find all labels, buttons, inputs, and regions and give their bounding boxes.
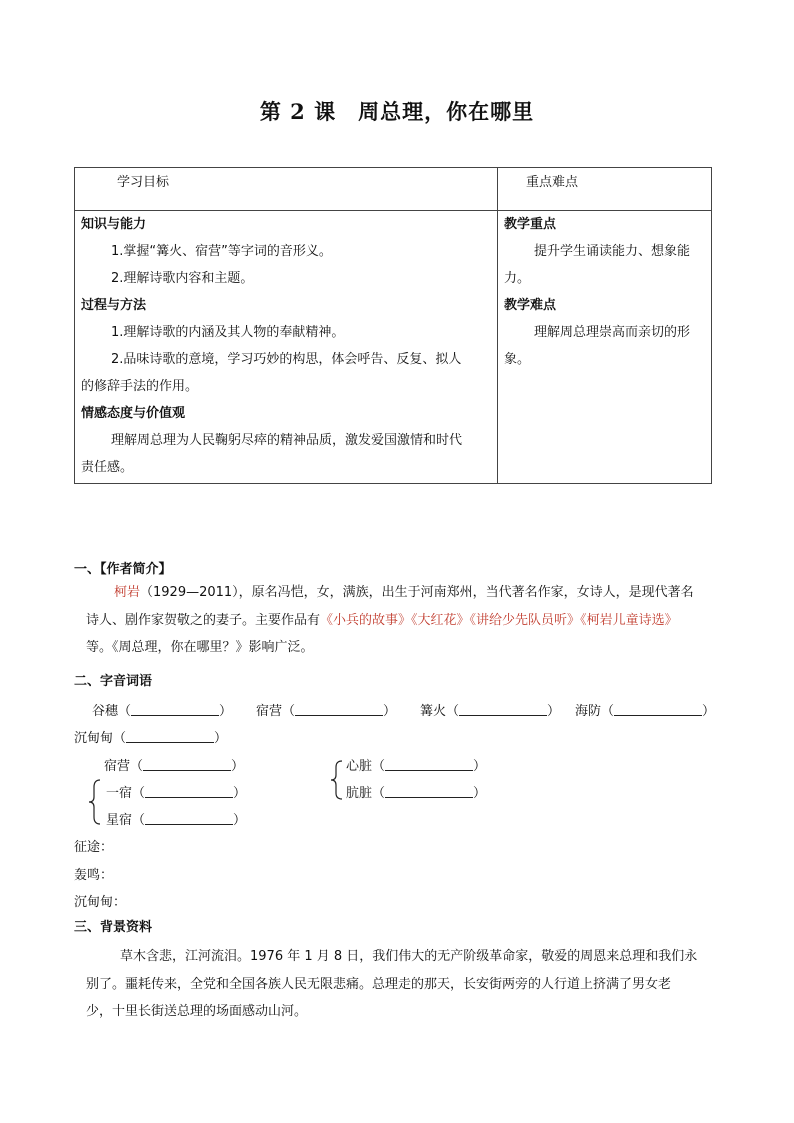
knowledge-item: 2.理解诗歌内容和主题。 <box>111 271 254 286</box>
difficulty-item: 理解周总理崇高而亲切的形 <box>534 325 691 340</box>
key-points-cell <box>498 211 712 484</box>
answer-blank[interactable] <box>143 757 231 771</box>
right-group-brace-icon <box>330 760 344 800</box>
work-title: 《小兵的故事》 <box>320 613 412 628</box>
vocab-item: 海防（ ） <box>575 704 716 719</box>
background-line: 别了。噩耗传来，全党和全国各族人民无限悲痛。总理走的那天，长安街两旁的人行道上挤满了男女老 <box>86 977 672 992</box>
answer-blank[interactable] <box>145 784 233 798</box>
vocab-item: 宿营（ ） <box>104 759 245 774</box>
vocab-term: 沉甸甸： <box>74 895 127 910</box>
work-title: 《大红花》 <box>411 613 470 628</box>
answer-blank[interactable] <box>385 757 473 771</box>
background-line: 草木含悲，江河流泪。1976 年 1 月 8 日，我们伟大的无产阶级革命家，敬爱的周恩来总理和我们永 <box>120 949 698 964</box>
emotion-heading: 情感态度与价值观 <box>81 406 186 421</box>
process-item: 2.品味诗歌的意境，学习巧妙的构思，体会呼告、反复、拟人 <box>111 352 462 367</box>
answer-blank[interactable] <box>126 729 214 743</box>
answer-blank[interactable] <box>385 784 473 798</box>
answer-blank[interactable] <box>145 811 233 825</box>
author-name: 柯岩 <box>114 585 141 600</box>
vocab-item: 肮脏（ ） <box>346 786 487 801</box>
left-brace-icon <box>88 779 102 825</box>
learning-goals-cell <box>75 211 498 484</box>
process-item: 1.理解诗歌的内涵及其人物的奉献精神。 <box>111 325 345 340</box>
knowledge-heading: 知识与能力 <box>81 217 147 232</box>
answer-blank[interactable] <box>459 702 547 716</box>
page-title <box>0 96 794 126</box>
author-line-3: 等。《周总理，你在哪里？》影响广泛。 <box>86 640 314 655</box>
vocab-term: 征途： <box>74 840 114 855</box>
section-author-heading: 一、【作者简介】 <box>74 562 172 577</box>
author-line-2: 诗人、剧作家贺敬之的妻子。主要作品有《小兵的故事》《大红花》《讲给少先队员听》《柯岩儿童诗选》 <box>86 613 678 628</box>
lesson-number: 第 2 课 <box>259 99 337 124</box>
vocab-item: 宿营（ ） <box>256 704 397 719</box>
answer-blank[interactable] <box>131 702 219 716</box>
vocab-term: 轰鸣： <box>74 868 114 883</box>
vocab-item: 心脏（ ） <box>346 759 487 774</box>
author-line-1: 柯岩（1929—2011），原名冯恺，女，满族，出生于河南郑州，当代著名作家，女诗人，是现代著名 <box>114 585 694 600</box>
work-title: 《柯岩儿童诗选》 <box>580 613 678 628</box>
knowledge-item: 1.掌握“篝火、宿营”等字词的音形义。 <box>111 244 332 259</box>
header-key-points: 重点难点 <box>498 168 712 211</box>
lesson-name: 周总理，你在哪里 <box>358 99 535 124</box>
emotion-item-continued: 责任感。 <box>81 460 134 475</box>
work-title: 《讲给少先队员听》 <box>469 613 581 628</box>
answer-blank[interactable] <box>295 702 383 716</box>
process-item-continued: 的修辞手法的作用。 <box>81 379 199 394</box>
vocab-item: 沉甸甸（ ） <box>74 731 228 746</box>
process-heading: 过程与方法 <box>81 298 147 313</box>
vocab-item: 星宿（ ） <box>106 813 247 828</box>
difficulty-item-continued: 象。 <box>504 352 531 367</box>
key-item: 提升学生诵读能力、想象能 <box>534 244 691 259</box>
header-learning-goals: 学习目标 <box>75 168 498 211</box>
vocab-item: 谷穗（ ） <box>92 704 233 719</box>
section-vocab-heading: 二、字音词语 <box>74 674 153 689</box>
key-heading: 教学重点 <box>504 217 557 232</box>
difficulty-heading: 教学难点 <box>504 298 557 313</box>
goals-table <box>74 167 712 484</box>
vocab-item: 篝火（ ） <box>420 704 561 719</box>
key-item-continued: 力。 <box>504 271 531 286</box>
background-line: 少，十里长街送总理的场面感动山河。 <box>86 1004 308 1019</box>
vocab-item: 一宿（ ） <box>106 786 247 801</box>
emotion-item: 理解周总理为人民鞠躬尽瘁的精神品质，激发爱国激情和时代 <box>111 433 463 448</box>
answer-blank[interactable] <box>614 702 702 716</box>
section-background-heading: 三、背景资料 <box>74 920 153 935</box>
